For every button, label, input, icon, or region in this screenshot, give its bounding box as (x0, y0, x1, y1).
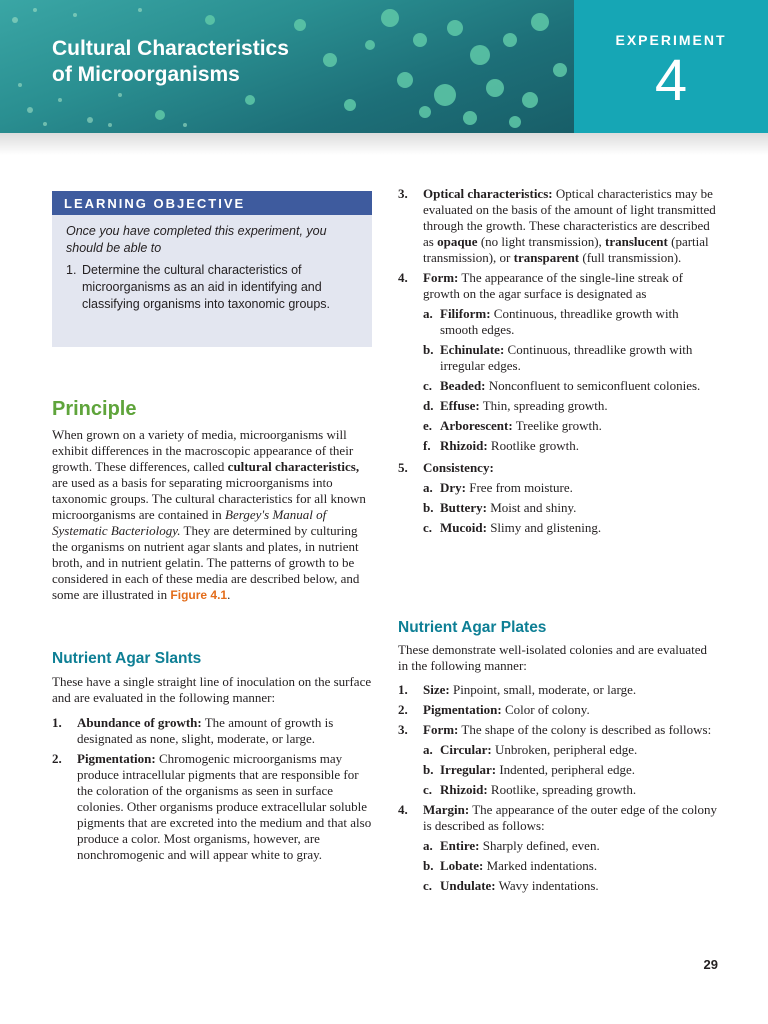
sub-term: Rhizoid: (440, 438, 488, 453)
sub-letter: b. (423, 858, 434, 873)
sub-term: Buttery: (440, 500, 487, 515)
item-text: The shape of the colony is described as follows: (461, 722, 712, 737)
slants-heading: Nutrient Agar Slants (52, 650, 202, 667)
sub-item (398, 762, 718, 778)
sub-item (398, 378, 718, 394)
principle-text: are used as a basis for separating microorganisms into taxonomic groups. The cultural characteristics for all known microorganisms are contained in (52, 475, 366, 522)
item-bold-term: transparent (513, 250, 580, 265)
list-item (52, 715, 372, 747)
sub-letter: b. (423, 342, 434, 357)
item-term: Abundance of growth: (77, 715, 202, 730)
title-line-1: Cultural Characteristics (52, 37, 289, 60)
item-number: 1. (52, 715, 62, 730)
sub-text: Sharply defined, even. (482, 838, 600, 853)
page-number: 29 (703, 957, 718, 972)
figure-reference-link[interactable]: Figure 4.1 (170, 588, 228, 602)
item-text: (full transmission). (582, 250, 682, 265)
sub-term: Irregular: (440, 762, 497, 777)
sub-letter: f. (423, 438, 431, 453)
plates-heading: Nutrient Agar Plates (398, 619, 547, 636)
item-text: (no light transmission), (480, 234, 602, 249)
item-bold-term: translucent (605, 234, 668, 249)
sub-text: Rootlike, spreading growth. (490, 782, 637, 797)
experiment-title (52, 36, 289, 88)
sub-item (398, 306, 718, 338)
item-number: 2. (52, 751, 62, 766)
sub-term: Beaded: (440, 378, 486, 393)
banner-shadow (0, 133, 768, 155)
sub-item (398, 500, 718, 516)
item-text: The amount of growth is designated as none, slight, moderate, or large. (77, 715, 334, 746)
item-text: Color of colony. (504, 702, 590, 717)
sub-term: Dry: (440, 480, 466, 495)
sub-letter: b. (423, 500, 434, 515)
sub-item (398, 858, 718, 874)
item-term: Pigmentation: (423, 702, 502, 717)
principle-paragraph (52, 427, 372, 603)
sub-term: Lobate: (440, 858, 484, 873)
sub-term: Arborescent: (440, 418, 513, 433)
sub-term: Entire: (440, 838, 480, 853)
item-number: 2. (398, 702, 408, 717)
sub-letter: d. (423, 398, 434, 413)
plates-intro: These demonstrate well-isolated colonies and are evaluated in the following manner: (398, 642, 707, 673)
list-item (398, 460, 718, 476)
sub-letter: c. (423, 782, 433, 797)
sub-item (398, 438, 718, 454)
sub-text: Thin, spreading growth. (482, 398, 608, 413)
item-term: Pigmentation: (77, 751, 156, 766)
sub-text: Treelike growth. (515, 418, 602, 433)
item-text: Determine the cultural characteristics of microorganisms as an aid in identifying and classifying organisms into taxonomic groups. (82, 263, 331, 311)
sub-term: Circular: (440, 742, 492, 757)
item-text: The appearance of the outer edge of the colony is described as follows: (423, 802, 717, 833)
sub-term: Rhizoid: (440, 782, 488, 797)
list-item (398, 802, 718, 834)
sub-letter: c. (423, 878, 433, 893)
principle-bold-term: cultural characteristics, (227, 459, 360, 474)
sub-term: Undulate: (440, 878, 496, 893)
item-number: 3. (398, 186, 408, 201)
sub-term: Effuse: (440, 398, 480, 413)
experiment-label: EXPERIMENT (615, 32, 727, 48)
sub-letter: b. (423, 762, 434, 777)
sub-item (398, 782, 718, 798)
item-bold-term: opaque (437, 234, 478, 249)
sub-item (398, 878, 718, 894)
experiment-number: 4 (654, 48, 688, 113)
list-item (398, 186, 718, 266)
slants-section (52, 674, 372, 863)
item-term: Size: (423, 682, 450, 697)
sub-letter: e. (423, 418, 433, 433)
list-item (398, 702, 718, 718)
sub-text: Moist and shiny. (490, 500, 577, 515)
list-item (398, 270, 718, 302)
learning-objective-box (52, 191, 372, 347)
principle-text: . (227, 587, 231, 602)
item-text: Pinpoint, small, moderate, or large. (452, 682, 637, 697)
sub-text: Unbroken, peripheral edge. (495, 742, 638, 757)
sub-item (398, 742, 718, 758)
sub-text: Rootlike growth. (490, 438, 580, 453)
item-text: (partial transmission), or (423, 234, 709, 265)
principle-text: They are determined by culturing the organisms on nutrient agar slants and plates, in nutrient broth, and in nutrient gelatin. The patterns of growth to be considered in each of these media are described below, and some are illustrated in (52, 523, 360, 602)
sub-term: Mucoid: (440, 520, 487, 535)
sub-item (398, 418, 718, 434)
sub-text: Free from moisture. (469, 480, 573, 495)
item-text: The appearance of the single-line streak of growth on the agar surface is designated as (423, 270, 684, 301)
item-number: 1. (66, 263, 77, 277)
sub-term: Echinulate: (440, 342, 505, 357)
list-item (398, 682, 718, 698)
principle-italic-title: Bergey's Manual of Systematic Bacteriology. (52, 507, 327, 538)
slants-intro: These have a single straight line of inoculation on the surface and are evaluated in the following manner: (52, 674, 372, 705)
sub-text: Continuous, threadlike growth with smooth edges. (440, 306, 679, 337)
sub-text: Indented, peripheral edge. (499, 762, 636, 777)
list-item (52, 751, 372, 863)
learning-objective-item (66, 262, 358, 313)
sub-item (398, 480, 718, 496)
sub-text: Marked indentations. (486, 858, 598, 873)
learning-objective-intro: Once you have completed this experiment, you should be able to (66, 224, 327, 255)
sub-text: Slimy and glistening. (490, 520, 602, 535)
item-number: 3. (398, 722, 408, 737)
list-item (398, 722, 718, 738)
sub-letter: c. (423, 378, 433, 393)
sub-item (398, 838, 718, 854)
sub-letter: a. (423, 480, 433, 495)
sub-letter: a. (423, 742, 433, 757)
item-number: 4. (398, 270, 408, 285)
slants-continued (398, 186, 718, 536)
item-term: Optical characteristics: (423, 186, 553, 201)
item-number: 1. (398, 682, 408, 697)
item-text: Chromogenic microorganisms may produce intracellular pigments that are responsible for the coloration of the organisms as seen in surface colonies. Other organisms produce extracellular soluble pigments that are excreted into the medium and that also produce a color. Most organisms, however, are nonchromogenic and will appear white to gray. (77, 751, 372, 862)
item-term: Form: (423, 722, 459, 737)
sub-letter: a. (423, 838, 433, 853)
title-line-2: of Microorganisms (52, 63, 240, 86)
sub-item (398, 520, 718, 536)
sub-text: Continuous, threadlike growth with irregular edges. (440, 342, 693, 373)
plates-section (398, 642, 718, 894)
sub-item (398, 398, 718, 414)
header-banner (0, 0, 768, 133)
sub-letter: a. (423, 306, 433, 321)
sub-item (398, 342, 718, 374)
item-number: 4. (398, 802, 408, 817)
item-term: Margin: (423, 802, 470, 817)
sub-letter: c. (423, 520, 433, 535)
sub-text: Nonconfluent to semiconfluent colonies. (488, 378, 701, 393)
sub-term: Filiform: (440, 306, 491, 321)
item-term: Consistency: (423, 460, 494, 475)
sub-text: Wavy indentations. (498, 878, 599, 893)
principle-text: When grown on a variety of media, microorganisms will exhibit differences in the macroscopic appearance of their growth. These differences, called (52, 427, 354, 474)
principle-heading: Principle (52, 398, 137, 420)
learning-objective-heading: LEARNING OBJECTIVE (52, 191, 372, 215)
experiment-number-panel (574, 0, 768, 133)
item-number: 5. (398, 460, 408, 475)
item-text: Optical characteristics may be evaluated on the basis of the amount of light transmitted through the growth. These characteristics are described as (423, 186, 716, 249)
item-term: Form: (423, 270, 459, 285)
